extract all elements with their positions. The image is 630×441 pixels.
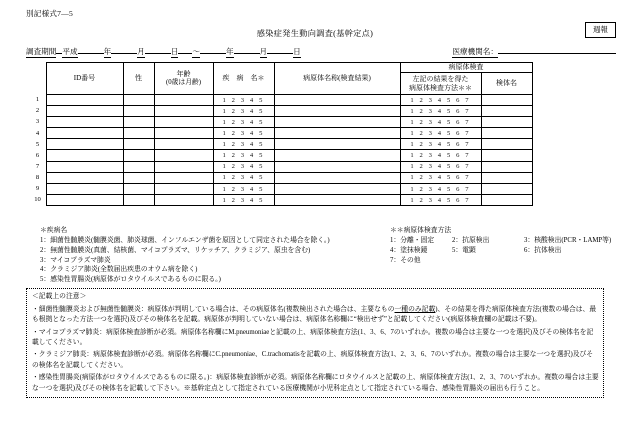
- option-numbers: 1 2 3 4 5 6 7: [410, 174, 471, 182]
- sex-cell[interactable]: [123, 128, 154, 139]
- table-row: [32, 150, 532, 161]
- month-input-1[interactable]: [111, 53, 137, 54]
- pathogen-name-cell[interactable]: [274, 150, 400, 161]
- legend-method-entry: 7：その他: [390, 256, 421, 264]
- institution-label: 医療機関名：: [452, 47, 498, 56]
- col-header-sex: 性: [123, 63, 154, 95]
- legend-disease-item: 3：マイコプラズマ肺炎: [40, 256, 111, 264]
- note-item: [32, 305, 599, 325]
- method-options-cell[interactable]: [400, 172, 481, 183]
- age-cell[interactable]: [154, 183, 213, 194]
- note-item: [32, 350, 599, 370]
- specimen-cell[interactable]: [481, 139, 532, 150]
- row-number: 4: [35, 129, 40, 137]
- option-numbers: 1 2 3 4 5: [222, 185, 265, 193]
- disease-options-cell[interactable]: [213, 172, 274, 183]
- pathogen-name-cell[interactable]: [274, 183, 400, 194]
- age-cell[interactable]: [154, 194, 213, 205]
- option-numbers: 1 2 3 4 5: [222, 107, 265, 115]
- era-label: 平成: [62, 47, 78, 56]
- notes-box: [26, 288, 604, 398]
- table-body: [32, 95, 532, 206]
- id-cell[interactable]: [46, 172, 123, 183]
- age-cell[interactable]: [154, 161, 213, 172]
- legend-disease-item: 4：クラミジア肺炎(全数届出疾患のオウム病を除く): [40, 266, 198, 274]
- option-numbers: 1 2 3 4 5: [222, 196, 265, 204]
- legend-method-entry: 6：抗体検出: [524, 246, 562, 254]
- day-input-2[interactable]: [267, 53, 293, 54]
- option-numbers: 1 2 3 4 5 6 7: [410, 152, 471, 160]
- row-number: 10: [34, 196, 41, 204]
- day-input-1[interactable]: [145, 53, 171, 54]
- month-unit-1: 月: [137, 47, 145, 56]
- specimen-cell[interactable]: [481, 95, 532, 106]
- option-numbers: 1 2 3 4 5 6 7: [410, 130, 471, 138]
- legend-disease-title: ＊疾病名: [40, 227, 68, 234]
- legend-method-entry: 2：抗原検出: [452, 236, 490, 244]
- disease-options-cell[interactable]: [213, 161, 274, 172]
- age-cell[interactable]: [154, 139, 213, 150]
- col-header-id: ID番号: [46, 63, 123, 95]
- row-number: 8: [35, 173, 40, 181]
- specimen-cell[interactable]: [481, 117, 532, 128]
- id-cell[interactable]: [46, 106, 123, 117]
- option-numbers: 1 2 3 4 5 6 7: [410, 141, 471, 149]
- col-header-method-line2: 病原体検査方法＊＊: [409, 83, 472, 92]
- note-item: [32, 328, 599, 348]
- age-cell[interactable]: [154, 150, 213, 161]
- pathogen-name-cell[interactable]: [274, 172, 400, 183]
- legend-method-entry: 5：電顕: [452, 246, 476, 254]
- institution-row: [452, 46, 616, 57]
- option-numbers: 1 2 3 4 5 6 7: [410, 163, 471, 171]
- legend-method-entry: 1：分離・固定: [390, 236, 435, 244]
- month-input-2[interactable]: [234, 53, 260, 54]
- col-header-method: [400, 73, 481, 95]
- row-number: 5: [35, 140, 40, 148]
- legend-method-entry: 4：塗抹検鏡: [390, 246, 428, 254]
- table-row: [32, 128, 532, 139]
- option-numbers: 1 2 3 4 5: [222, 152, 265, 160]
- sex-cell[interactable]: [123, 150, 154, 161]
- age-cell[interactable]: [154, 106, 213, 117]
- col-header-method-line1: 左記の結果を得た: [412, 75, 469, 84]
- sex-cell[interactable]: [123, 172, 154, 183]
- specimen-cell[interactable]: [481, 128, 532, 139]
- age-cell[interactable]: [154, 128, 213, 139]
- year-unit-1: 年: [103, 47, 112, 56]
- table-row: [32, 161, 532, 172]
- col-header-pathogen-test-group: 病原体検査: [400, 63, 532, 73]
- disease-options-cell[interactable]: [213, 128, 274, 139]
- legend-method-entry: 3：核酸検出(PCR・LAMP等): [524, 236, 612, 244]
- method-options-cell[interactable]: [400, 95, 481, 106]
- disease-options-cell[interactable]: [213, 183, 274, 194]
- age-cell[interactable]: [154, 172, 213, 183]
- row-number: 6: [35, 151, 40, 159]
- pathogen-name-cell[interactable]: [274, 194, 400, 205]
- col-header-specimen: 検体名: [481, 73, 532, 95]
- legend-method-title: ＊＊病原体検査方法: [390, 227, 452, 234]
- legend-disease-item: 2：無菌性髄膜炎(真菌、結核菌、マイコプラズマ、リケッチア、クラミジア、原虫を含む): [40, 246, 311, 254]
- note-item: [32, 373, 599, 393]
- option-numbers: 1 2 3 4 5: [222, 96, 265, 104]
- range-mark: ～: [192, 47, 200, 56]
- legend-disease-item: 5：感染性胃腸炎(病原体がロタウイルスであるものに限る。): [40, 276, 221, 284]
- row-number: 3: [35, 118, 40, 126]
- method-options-cell[interactable]: [400, 194, 481, 205]
- rownum-spacer: [32, 63, 46, 73]
- disease-options-cell[interactable]: [213, 106, 274, 117]
- survey-table-wrapper: [32, 62, 533, 206]
- disease-options-cell[interactable]: [213, 150, 274, 161]
- legend-method-row: [390, 236, 611, 246]
- table-row: [32, 139, 532, 150]
- sex-cell[interactable]: [123, 194, 154, 205]
- table-head: [32, 63, 532, 95]
- page-title: 感染症発生動向調査(基幹定点): [256, 29, 374, 38]
- table-row: [32, 106, 532, 117]
- id-cell[interactable]: [46, 161, 123, 172]
- method-options-cell[interactable]: [400, 106, 481, 117]
- legend-disease-item: 1：細菌性髄膜炎(髄膜炎菌、肺炎球菌、インフルエンザ菌を原因として同定された場合を除く。): [40, 236, 330, 244]
- option-numbers: 1 2 3 4 5: [222, 141, 265, 149]
- method-options-cell[interactable]: [400, 150, 481, 161]
- note-lead: ・感染性胃腸炎(病原体がロタウイルスであるものに限る。)：病原体検査診断が必須。病原体名称欄にロタウイルスと記載の上、病原体検査方法(1、2、3、7のいずれか。複数の場合は主要な一つを選択)及びその検体名を記載して下さい。※基幹定点として指定されている医療機関が小児科定点として指定されている場合、感染性胃腸炎の届出も行うこと。: [32, 374, 599, 392]
- table-row: [32, 194, 532, 205]
- day-unit-1: 日: [170, 47, 179, 56]
- disease-options-cell[interactable]: [213, 117, 274, 128]
- option-numbers: 1 2 3 4 5: [222, 174, 265, 182]
- disease-options-cell[interactable]: [213, 194, 274, 205]
- id-cell[interactable]: [46, 95, 123, 106]
- disease-options-cell[interactable]: [213, 95, 274, 106]
- sex-cell[interactable]: [123, 117, 154, 128]
- legend-method: [390, 226, 611, 265]
- form-number: 別記様式7―5: [26, 9, 73, 18]
- col-header-age: [154, 63, 213, 95]
- option-numbers: 1 2 3 4 5: [222, 118, 265, 126]
- survey-table: [32, 62, 533, 206]
- weekly-report-badge: 週報: [585, 22, 616, 38]
- option-numbers: 1 2 3 4 5: [222, 163, 265, 171]
- specimen-cell[interactable]: [481, 183, 532, 194]
- method-options-cell[interactable]: [400, 161, 481, 172]
- month-unit-2: 月: [259, 47, 268, 56]
- legend-method-row: [390, 246, 611, 256]
- notes-title: ＜記載上の注意＞: [32, 293, 87, 300]
- specimen-cell[interactable]: [481, 172, 532, 183]
- col-header-pathogen: 病原体名称(検査結果): [274, 63, 400, 95]
- table-row: [32, 95, 532, 106]
- year-input-1[interactable]: [78, 53, 104, 54]
- survey-period-label: 調査期間: [26, 47, 57, 56]
- pathogen-name-cell[interactable]: [274, 95, 400, 106]
- pathogen-name-cell[interactable]: [274, 117, 400, 128]
- id-cell[interactable]: [46, 183, 123, 194]
- option-numbers: 1 2 3 4 5 6 7: [410, 196, 471, 204]
- year-input-2[interactable]: [200, 53, 226, 54]
- method-options-cell[interactable]: [400, 139, 481, 150]
- legend-method-row: [390, 256, 611, 266]
- disease-options-cell[interactable]: [213, 139, 274, 150]
- option-numbers: 1 2 3 4 5: [222, 130, 265, 138]
- note-lead: ・マイコプラズマ肺炎：病原体検査診断が必須。病原体名称欄にM.pneumoniaeと記載の上、病原体検査方法(1、3、6、7のいずれか。複数の場合は主要な一つを選択)及びその検体名を記載してください。: [32, 328, 594, 346]
- sex-cell[interactable]: [123, 106, 154, 117]
- table-row: [32, 172, 532, 183]
- note-lead: ・細菌性髄膜炎および無菌性髄膜炎：病原体が判明している場合は、その病原体名(複数検出された場合は、主要なもの: [32, 305, 395, 313]
- pathogen-name-cell[interactable]: [274, 106, 400, 117]
- specimen-cell[interactable]: [481, 161, 532, 172]
- id-cell[interactable]: [46, 150, 123, 161]
- specimen-cell[interactable]: [481, 150, 532, 161]
- note-tail: )、その結果を得た病原体検査方法(複数の場合は、最も根拠となった方法一つを選択)及びその検体名を記載。病原体が判明していない場合は、病原体名称欄に“検出せず”と記載してください(病原体検査欄の記載は不要)。: [32, 305, 597, 323]
- table-row: [32, 183, 532, 194]
- row-number: 9: [35, 185, 40, 192]
- specimen-cell[interactable]: [481, 194, 532, 205]
- day-unit-2: 日: [293, 47, 301, 56]
- rownum-spacer-2: [32, 73, 46, 95]
- method-options-cell[interactable]: [400, 128, 481, 139]
- col-header-age-line1: 年齢: [176, 70, 191, 79]
- header-row-1: [32, 63, 532, 73]
- specimen-cell[interactable]: [481, 106, 532, 117]
- col-header-disease: 疾 病 名＊: [213, 63, 274, 95]
- row-number: 1: [35, 96, 40, 104]
- option-numbers: 1 2 3 4 5 6 7: [410, 185, 471, 193]
- row-number: 7: [35, 162, 40, 170]
- id-cell[interactable]: [46, 128, 123, 139]
- option-numbers: 1 2 3 4 5 6 7: [410, 118, 471, 126]
- method-options-cell[interactable]: [400, 117, 481, 128]
- sex-cell[interactable]: [123, 161, 154, 172]
- note-lead: ・クラミジア肺炎：病原体検査診断が必須。病原体名称欄にC.pneumoniae、C.trachomatisを記載の上、病原体検査方法(1、2、3、6、7のいずれか。複数の場合は主要な一つを選択)及びその検体名を記載してください。: [32, 351, 594, 369]
- table-row: [32, 117, 532, 128]
- sex-cell[interactable]: [123, 183, 154, 194]
- pathogen-name-cell[interactable]: [274, 161, 400, 172]
- col-header-age-line2: (0歳は月齢): [165, 78, 202, 86]
- institution-name-input[interactable]: [498, 52, 616, 54]
- sex-cell[interactable]: [123, 139, 154, 150]
- sex-cell[interactable]: [123, 95, 154, 106]
- age-cell[interactable]: [154, 117, 213, 128]
- id-cell[interactable]: [46, 117, 123, 128]
- id-cell[interactable]: [46, 139, 123, 150]
- option-numbers: 1 2 3 4 5 6 7: [410, 96, 471, 104]
- legend-disease: [40, 226, 330, 285]
- pathogen-name-cell[interactable]: [274, 128, 400, 139]
- method-options-cell[interactable]: [400, 183, 481, 194]
- row-number: 2: [35, 107, 40, 115]
- year-unit-2: 年: [225, 47, 234, 56]
- survey-period-row: [26, 46, 301, 57]
- pathogen-name-cell[interactable]: [274, 139, 400, 150]
- option-numbers: 1 2 3 4 5 6 7: [410, 107, 471, 115]
- id-cell[interactable]: [46, 194, 123, 205]
- note-underline: 一種のみ記載: [394, 305, 436, 313]
- age-cell[interactable]: [154, 95, 213, 106]
